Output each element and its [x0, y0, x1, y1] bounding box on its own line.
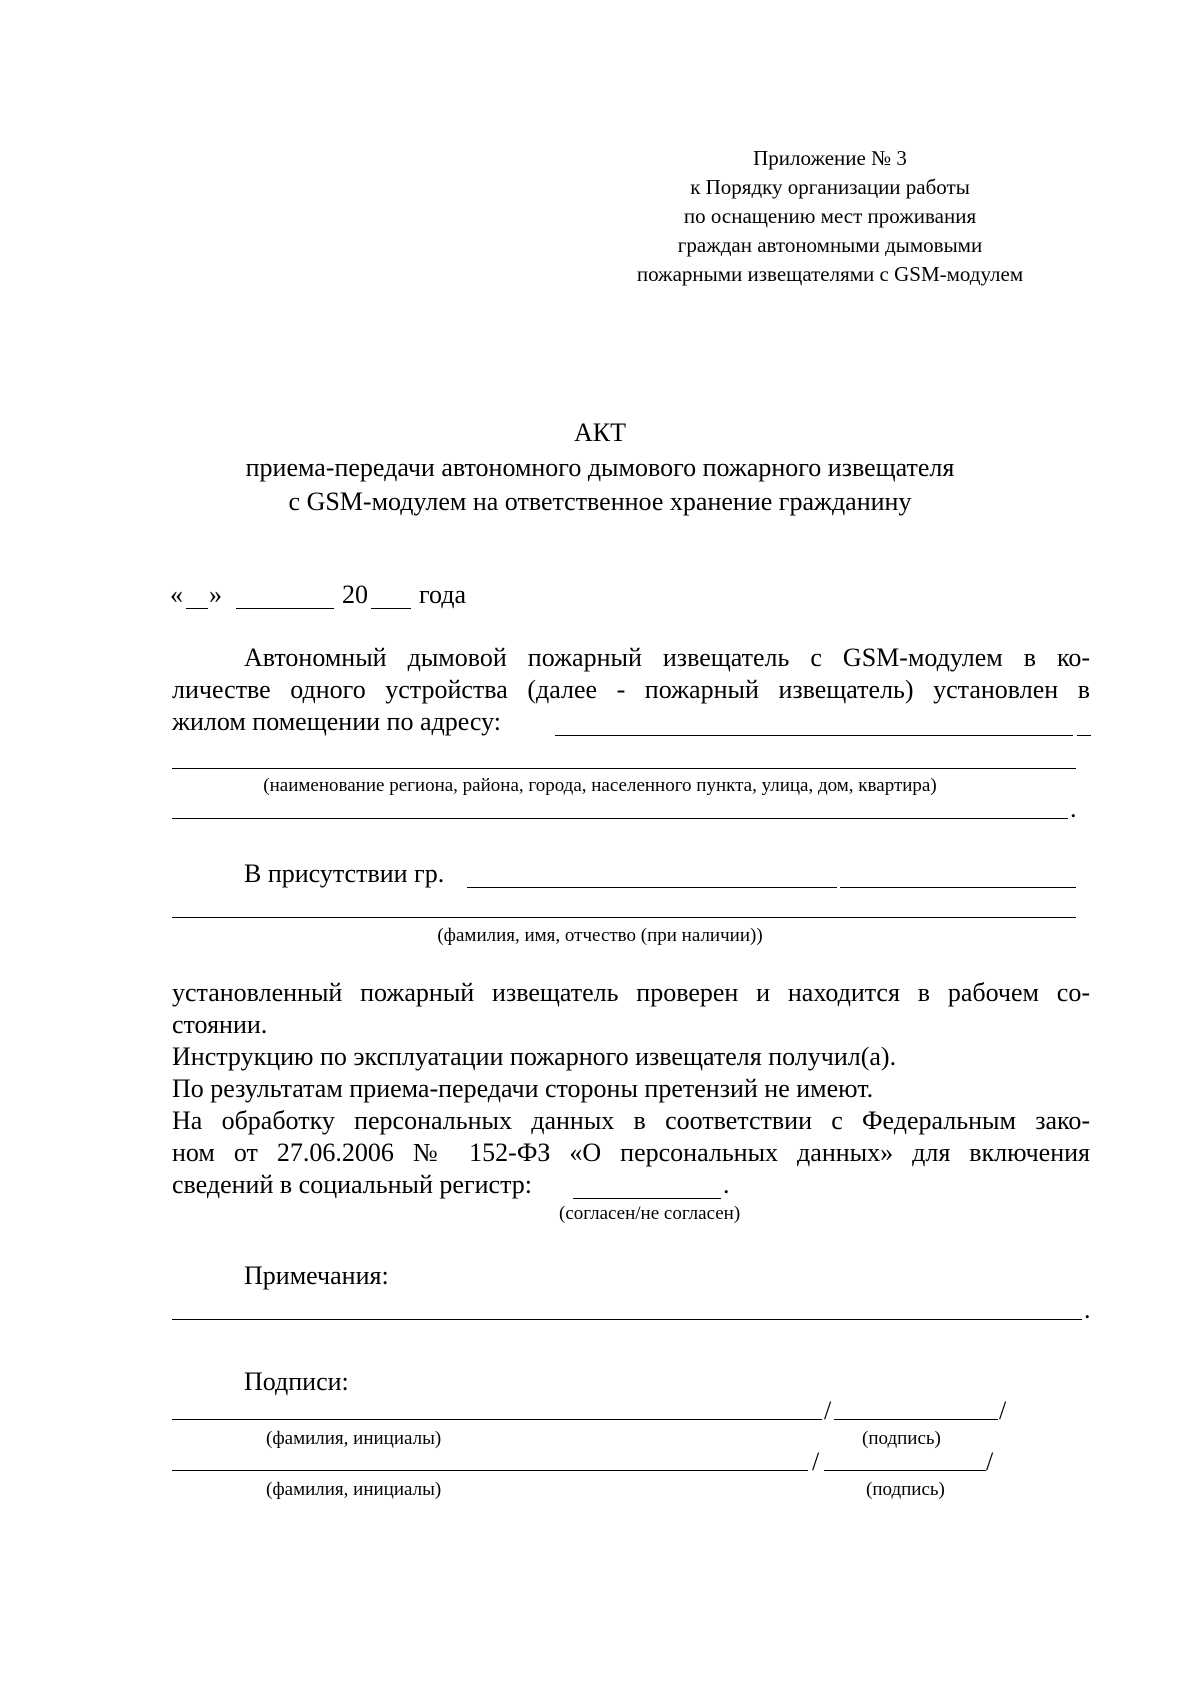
address-line: [172, 768, 1076, 769]
body-line: Инструкцию по эксплуатации пожарного извещателя получил(а).: [172, 1042, 897, 1071]
appendix-number: Приложение № 3: [753, 146, 907, 170]
date-open-quote: «: [170, 580, 183, 609]
year-suffix: года: [419, 580, 467, 609]
title-line: с GSM-модулем на ответственное хранение гражданину: [288, 487, 912, 516]
body-line: сведений в социальный регистр:: [172, 1170, 532, 1199]
consent-period: .: [723, 1170, 730, 1199]
signatures-label: Подписи:: [244, 1367, 349, 1396]
notes-label: Примечания:: [244, 1261, 389, 1290]
body-line: ном от 27.06.2006 № 152-ФЗ «О персональных данных» для включения: [172, 1138, 1090, 1167]
signature-hint: (подпись): [866, 1479, 945, 1500]
month-blank: [236, 608, 334, 609]
body-line: установленный пожарный извещатель проверен и находится в рабочем со-: [172, 978, 1090, 1007]
name-hint: (фамилия, инициалы): [266, 1479, 442, 1500]
body-line: На обработку персональных данных в соответствии с Федеральным зако-: [172, 1106, 1090, 1135]
presence-hint: (фамилия, имя, отчество (при наличии)): [437, 925, 763, 946]
appendix-line: пожарными извещателями с GSM-модулем: [636, 262, 1024, 286]
address-hint: (наименование региона, района, города, населенного пункта, улица, дом, квартира): [263, 775, 937, 796]
signature-slash: /: [824, 1396, 832, 1425]
year-prefix: 20: [342, 580, 368, 609]
citizen-name-blank: [467, 887, 837, 888]
signature-hint: (подпись): [862, 1428, 941, 1449]
signature-slash: /: [986, 1447, 994, 1476]
name-blank: [172, 1470, 808, 1471]
signature-slash: /: [812, 1447, 820, 1476]
body-line: стоянии.: [172, 1010, 268, 1039]
citizen-name-line: [172, 917, 1076, 918]
presence-label: В присутствии гр.: [244, 859, 445, 888]
day-blank: [186, 608, 208, 609]
signature-blank: [824, 1470, 986, 1471]
consent-blank: [573, 1198, 721, 1199]
title-heading: АКТ: [574, 418, 626, 447]
address-period: .: [1070, 794, 1077, 823]
signature-slash: /: [999, 1396, 1007, 1425]
intro-line: Автономный дымовой пожарный извещатель с GSM-модулем в ко-: [244, 643, 1090, 672]
address-blank-tail: [1077, 735, 1091, 736]
year-blank: [371, 608, 411, 609]
body-line: По результатам приема-передачи стороны претензий не имеют.: [172, 1074, 874, 1103]
address-line: [172, 818, 1068, 819]
appendix-line: граждан автономными дымовыми: [677, 233, 983, 257]
citizen-name-blank: [840, 887, 1076, 888]
signature-blank: [834, 1419, 998, 1420]
consent-hint: (согласен/не согласен): [559, 1203, 741, 1224]
appendix-line: к Порядку организации работы: [690, 175, 970, 199]
intro-line: личестве одного устройства (далее - пожарный извещатель) установлен в: [172, 675, 1090, 704]
appendix-line: по оснащению мест проживания: [683, 204, 977, 228]
name-hint: (фамилия, инициалы): [266, 1428, 442, 1449]
date-close-quote: »: [209, 580, 222, 609]
intro-line: жилом помещении по адресу:: [172, 707, 501, 736]
notes-line: [172, 1319, 1082, 1320]
notes-period: .: [1084, 1295, 1091, 1324]
name-blank: [172, 1419, 822, 1420]
address-blank: [555, 735, 1073, 736]
title-line: приема-передачи автономного дымового пожарного извещателя: [245, 453, 955, 482]
